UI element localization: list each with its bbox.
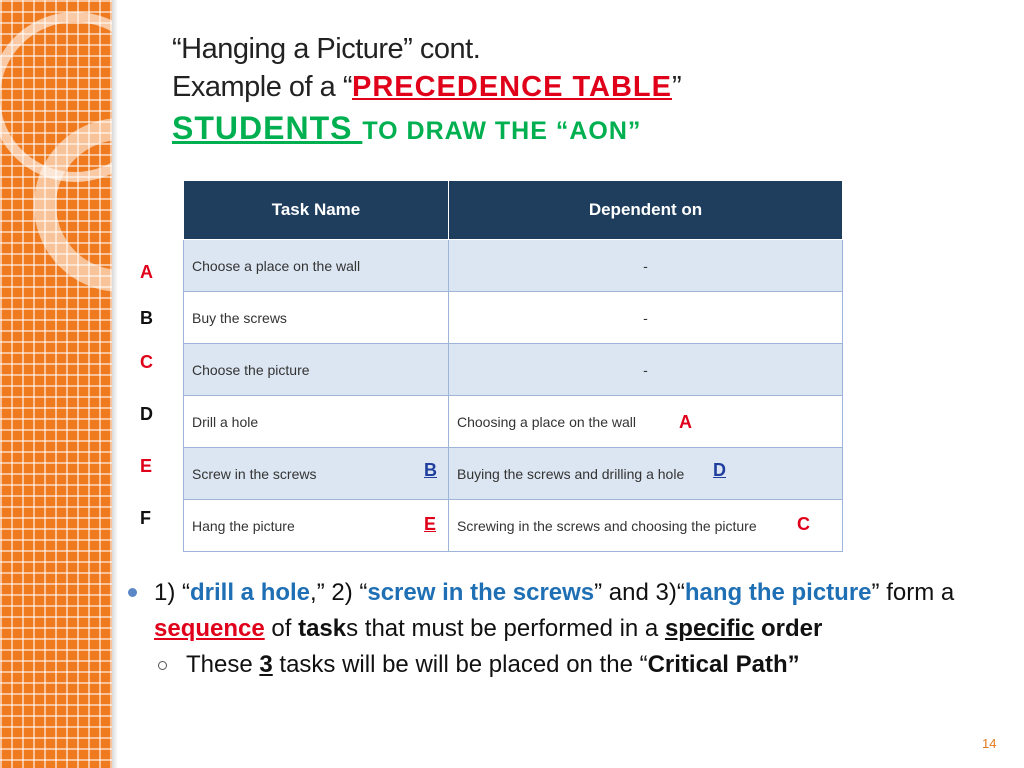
sub-bullet-ring-icon [158, 661, 167, 670]
drill-hole-phrase: drill a hole [190, 579, 311, 606]
bullet-text: 1) “ [154, 579, 190, 606]
students-label: STUDENTS [172, 110, 363, 146]
dependency-mark: D [713, 460, 726, 480]
bullet-item-2 [128, 649, 988, 681]
precedence-table [183, 180, 843, 552]
table-row [184, 292, 843, 344]
dependency-mark: A [679, 412, 692, 432]
dependency-mark: C [797, 514, 810, 534]
page-number: 14 [982, 736, 997, 751]
bullet-text: ” form a [871, 579, 955, 606]
row-letter-b: B [140, 308, 153, 328]
bullet-text: s that must be performed in a [346, 615, 665, 642]
title-line-2-prefix: Example of a “ [172, 71, 352, 103]
order-word: order [761, 615, 823, 642]
task-cell [184, 448, 449, 500]
task-cell: Buy the screws [184, 292, 449, 344]
task-mark: E [424, 514, 437, 534]
title-line-3 [172, 106, 992, 153]
dependency-cell [449, 500, 843, 552]
draw-aon-label: TO DRAW THE “AON” [362, 117, 642, 145]
row-letter-e: E [140, 456, 153, 476]
specific-word: specific [664, 615, 755, 642]
slide-title [172, 30, 992, 153]
dependency-cell: - [449, 240, 843, 292]
task-cell: Choose a place on the wall [184, 240, 449, 292]
dependency-text: Screwing in the screws and choosing the picture [457, 517, 757, 534]
bullet-text: ,” 2) “ [310, 579, 368, 606]
row-letter-d: D [140, 404, 153, 424]
task-mark: B [424, 460, 437, 480]
task-cell: Choose the picture [184, 344, 449, 396]
precedence-table-label: PRECEDENCE TABLE [351, 71, 672, 103]
title-line-2 [172, 68, 992, 106]
task-cell [184, 500, 449, 552]
header-task-name: Task Name [184, 181, 449, 240]
header-dependent-on: Dependent on [449, 181, 843, 240]
bullet-text: ” and 3)“ [594, 579, 685, 606]
title-line-1: “Hanging a Picture” cont. [172, 33, 481, 65]
task-word: task [298, 615, 347, 642]
hang-phrase: hang the picture [684, 579, 872, 606]
row-letter-f: F [140, 508, 151, 528]
task-text: Screw in the screws [192, 465, 317, 482]
table-row [184, 344, 843, 396]
dependency-text: Choosing a place on the wall [457, 413, 637, 430]
task-text: Hang the picture [192, 517, 295, 534]
bullet-list [128, 575, 988, 681]
screw-phrase: screw in the screws [367, 579, 595, 606]
three-number: 3 [259, 651, 273, 678]
bullet-text [754, 615, 761, 642]
side-band-shadow [112, 0, 118, 768]
row-letter-c: C [140, 352, 153, 372]
bullet-text: These [186, 651, 260, 678]
table-row [184, 448, 843, 500]
bullet-text: of [264, 615, 299, 642]
title-line-2-suffix: ” [671, 71, 682, 103]
table-row [184, 240, 843, 292]
row-letter-a: A [140, 262, 153, 282]
critical-path-phrase: Critical Path” [647, 651, 800, 678]
bullet-text: tasks will be will be placed on the “ [272, 651, 648, 678]
dependency-text: Buying the screws and drilling a hole [457, 465, 685, 482]
dependency-cell: - [449, 344, 843, 396]
dependency-cell [449, 448, 843, 500]
task-cell: Drill a hole [184, 396, 449, 448]
table-row [184, 500, 843, 552]
sequence-word: sequence [154, 615, 265, 642]
dependency-cell: - [449, 292, 843, 344]
table-row [184, 396, 843, 448]
table-header-row [184, 181, 843, 240]
decorative-side-band [0, 0, 112, 768]
bullet-item-1 [128, 575, 988, 647]
dependency-cell [449, 396, 843, 448]
